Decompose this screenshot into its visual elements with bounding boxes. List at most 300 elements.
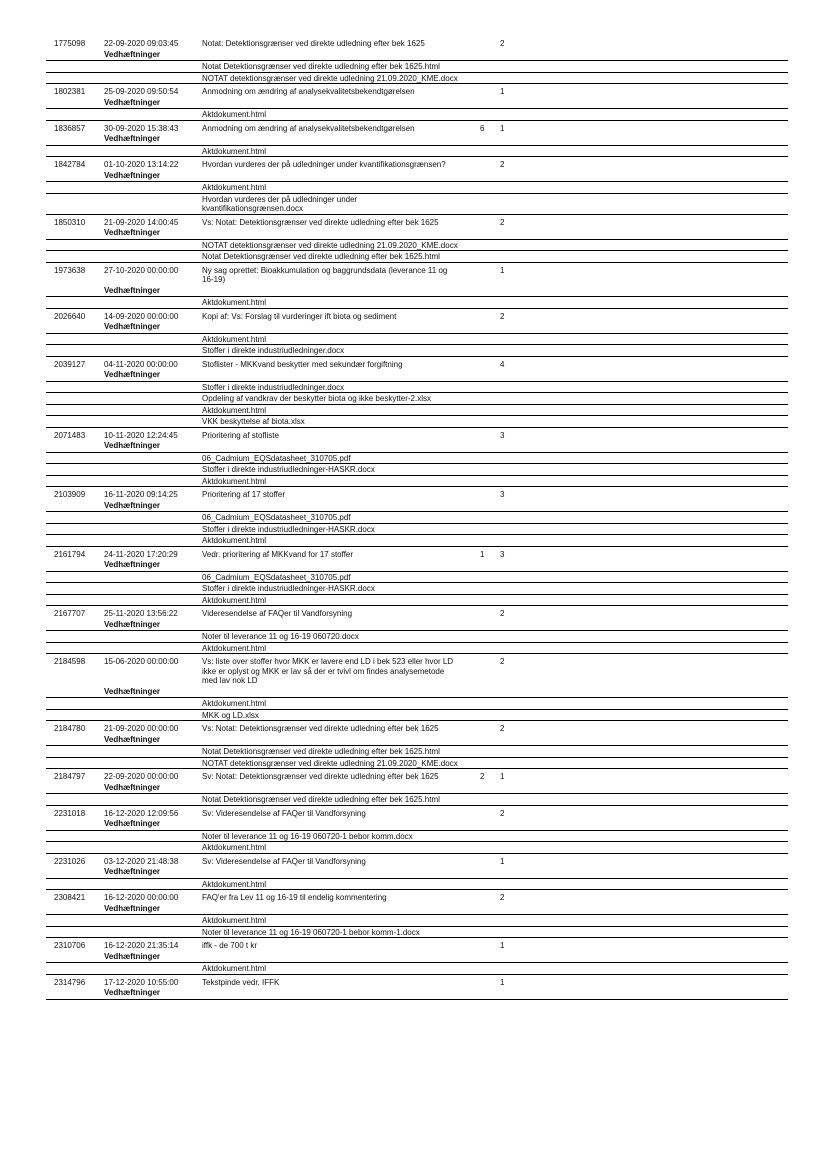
attachment-filename[interactable]: Stoffer i direkte industriudledninger-HASKR.docx — [202, 584, 375, 593]
spacer — [46, 298, 104, 308]
spacer — [46, 964, 104, 974]
attachment-filename[interactable]: Stoffer i direkte industriudledninger-HASKR.docx — [202, 465, 375, 474]
spacer — [460, 346, 788, 356]
spacer — [46, 454, 104, 464]
attachment-filename[interactable]: Aktdokument.html — [202, 699, 267, 708]
attachment-filename[interactable]: Aktdokument.html — [202, 964, 267, 973]
spacer — [530, 941, 788, 951]
record-count-b: 2 — [500, 657, 505, 666]
record-row — [46, 36, 788, 50]
attachment-filename[interactable]: Hvordan vurderes der på udledninger under kvantifikationsgrænsen.docx — [202, 194, 358, 213]
spacer — [104, 110, 202, 120]
record-count-b: 1 — [500, 87, 505, 96]
record-count-b: 2 — [500, 217, 505, 227]
spacer — [104, 62, 202, 72]
record-title: Sv: Notat: Detektionsgrænser ved direkte udledning efter bek 1625 — [202, 772, 439, 781]
record-id: 1973638 — [54, 265, 86, 275]
attachments-label: Vedhæftninger — [104, 867, 161, 876]
record-row — [46, 654, 788, 687]
attachment-row — [46, 334, 788, 346]
spacer — [530, 490, 788, 500]
attachments-header-row — [46, 952, 788, 964]
attachment-filename[interactable]: Notat Detektionsgrænser ved direkte udledning efter bek 1625.html — [202, 62, 440, 71]
spacer — [530, 724, 788, 734]
spacer — [460, 809, 480, 819]
record-id: 1850310 — [54, 217, 86, 227]
attachment-filename[interactable]: Noter til leverance 11 og 16-19 060720.docx — [202, 632, 359, 641]
spacer — [202, 286, 788, 296]
record-row — [46, 975, 788, 989]
attachments-label: Vedhæftninger — [104, 782, 161, 792]
spacer — [104, 711, 202, 721]
spacer — [46, 747, 104, 757]
attachment-row — [46, 61, 788, 73]
record-id: 2231018 — [54, 808, 86, 818]
record-date: 27-10-2020 00:00:00 — [104, 265, 179, 275]
spacer — [46, 406, 104, 416]
spacer — [46, 513, 104, 523]
spacer — [46, 711, 104, 721]
record-id: 2161794 — [54, 549, 86, 559]
attachment-filename[interactable]: Aktdokument.html — [202, 298, 267, 307]
attachment-row — [46, 915, 788, 927]
attachment-row — [46, 382, 788, 394]
spacer — [460, 832, 788, 842]
spacer — [460, 417, 788, 427]
record-count-b: 2 — [500, 160, 505, 169]
spacer — [460, 360, 480, 370]
spacer — [460, 147, 788, 157]
spacer — [460, 74, 788, 84]
spacer — [460, 87, 480, 97]
spacer — [46, 988, 104, 998]
spacer — [104, 584, 202, 594]
attachment-filename[interactable]: Notat Detektionsgrænser ved direkte udledning efter bek 1625.html — [202, 747, 440, 756]
spacer — [104, 964, 202, 974]
attachment-filename[interactable]: NOTAT detektionsgrænser ved direkte udledning 21.09.2020_KME.docx — [202, 758, 458, 768]
spacer — [460, 490, 480, 500]
spacer — [530, 431, 788, 441]
attachments-label: Vedhæftninger — [104, 988, 161, 997]
attachment-filename[interactable]: 06_Cadmium_EQSdatasheet_310705.pdf — [202, 572, 351, 582]
record-count-a — [480, 893, 500, 903]
attachment-filename[interactable]: Aktdokument.html — [202, 643, 267, 653]
record-row — [46, 263, 788, 286]
spacer — [104, 406, 202, 416]
spacer — [460, 266, 480, 285]
attachment-filename[interactable]: Aktdokument.html — [202, 916, 267, 925]
record-count-a — [480, 360, 500, 370]
spacer — [46, 50, 104, 60]
spacer — [202, 501, 788, 511]
record-id: 2071483 — [54, 430, 86, 440]
record-count-a — [480, 160, 500, 170]
spacer — [104, 383, 202, 393]
spacer — [46, 928, 104, 938]
attachment-filename[interactable]: NOTAT detektionsgrænser ved direkte udledning 21.09.2020_KME.docx — [202, 73, 458, 83]
record-title: Vedr. prioritering af MKKvand for 17 stoffer — [202, 549, 354, 559]
attachment-row — [46, 710, 788, 722]
spacer — [202, 98, 788, 108]
record-title: Prioritering af 17 stoffer — [202, 490, 286, 499]
record-count-a — [480, 431, 500, 441]
attachments-label: Vedhæftninger — [104, 228, 161, 237]
spacer — [104, 513, 202, 523]
spacer — [104, 183, 202, 193]
spacer — [46, 759, 104, 769]
attachments-header-row — [46, 171, 788, 183]
record-date: 24-11-2020 17:20:29 — [104, 549, 178, 559]
spacer — [202, 904, 788, 914]
record-id: 1775098 — [54, 39, 86, 48]
attachment-row — [46, 698, 788, 710]
spacer — [46, 394, 104, 404]
spacer — [530, 312, 788, 322]
spacer — [104, 795, 202, 805]
attachments-label: Vedhæftninger — [104, 322, 161, 331]
record-id: 2039127 — [54, 359, 86, 369]
spacer — [104, 916, 202, 926]
spacer — [46, 346, 104, 356]
spacer — [530, 39, 788, 49]
attachment-filename[interactable]: Aktdokument.html — [202, 879, 267, 889]
spacer — [460, 584, 788, 594]
attachment-row — [46, 643, 788, 655]
spacer — [460, 477, 788, 487]
attachment-filename[interactable]: Opdeling af vandkrav der beskytter biota og ikke beskytter-2.xlsx — [202, 394, 431, 403]
attachment-filename[interactable]: 06_Cadmium_EQSdatasheet_310705.pdf — [202, 453, 351, 463]
record-title: Anmodning om ændring af analysekvalitetsbekendtgørelsen — [202, 123, 415, 133]
spacer — [460, 699, 788, 709]
spacer — [46, 98, 104, 108]
spacer — [202, 620, 788, 630]
spacer — [202, 228, 788, 238]
record-date: 16-12-2020 00:00:00 — [104, 893, 179, 902]
record-count-a: 1 — [480, 549, 485, 559]
spacer — [460, 711, 788, 721]
record-date: 14-09-2020 00:00:00 — [104, 311, 179, 321]
spacer — [530, 266, 788, 285]
attachment-filename[interactable]: Stoffer i direkte industriudledninger-HASKR.docx — [202, 524, 375, 534]
record-count-b: 4 — [500, 359, 505, 369]
record-title: Ny sag oprettet: Bioakkumulation og baggrundsdata (leverance 11 og 16-19) — [202, 265, 448, 284]
record-title: Sv: Videresendelse af FAQer til Vandforsyning — [202, 856, 366, 866]
record-date: 30-09-2020 15:38:43 — [104, 123, 179, 133]
attachment-filename[interactable]: Aktdokument.html — [202, 146, 267, 156]
spacer — [46, 867, 104, 877]
attachments-header-row — [46, 819, 788, 831]
attachment-row — [46, 182, 788, 194]
spacer — [460, 218, 480, 228]
attachment-row — [46, 524, 788, 536]
record-count-b: 2 — [500, 893, 505, 902]
record-row — [46, 357, 788, 371]
spacer — [46, 632, 104, 642]
spacer — [460, 536, 788, 546]
record-title: Tekstpinde vedr. IFFK — [202, 977, 280, 987]
attachments-label: Vedhæftninger — [104, 903, 161, 913]
record-row — [46, 309, 788, 323]
attachment-filename[interactable]: Aktdokument.html — [202, 110, 267, 119]
record-date: 22-09-2020 00:00:00 — [104, 772, 179, 781]
attachments-header-row — [46, 134, 788, 146]
attachment-row — [46, 842, 788, 854]
spacer — [104, 573, 202, 583]
record-date: 22-09-2020 09:03:45 — [104, 39, 179, 48]
record-count-a — [480, 312, 500, 322]
spacer — [460, 759, 788, 769]
spacer — [530, 124, 788, 134]
attachments-header-row — [46, 441, 788, 453]
spacer — [530, 609, 788, 619]
spacer — [46, 584, 104, 594]
spacer — [104, 241, 202, 251]
spacer — [202, 370, 788, 380]
spacer — [460, 513, 788, 523]
spacer — [460, 183, 788, 193]
spacer — [46, 417, 104, 427]
attachments-label: Vedhæftninger — [104, 97, 161, 107]
record-row — [46, 806, 788, 820]
attachment-filename[interactable]: Aktdokument.html — [202, 183, 267, 192]
record-date: 16-11-2020 09:14:25 — [104, 490, 178, 499]
record-count-b: 1 — [500, 977, 505, 987]
record-id: 2184780 — [54, 724, 86, 733]
spacer — [104, 632, 202, 642]
record-row — [46, 606, 788, 620]
record-date: 16-12-2020 21:35:14 — [104, 941, 179, 950]
record-count-b: 2 — [500, 724, 505, 733]
spacer — [46, 228, 104, 238]
attachment-filename[interactable]: Aktdokument.html — [202, 595, 267, 605]
record-title: Anmodning om ændring af analysekvalitetsbekendtgørelsen — [202, 87, 415, 96]
record-title: Vs: Notat: Detektionsgrænser ved direkte udledning efter bek 1625 — [202, 724, 439, 733]
attachments-label: Vedhæftninger — [104, 734, 161, 744]
attachments-label: Vedhæftninger — [104, 686, 161, 696]
attachment-filename[interactable]: Aktdokument.html — [202, 536, 267, 545]
record-id: 2184598 — [54, 657, 86, 666]
attachments-header-row — [46, 560, 788, 572]
attachment-filename[interactable]: Aktdokument.html — [202, 405, 267, 415]
spacer — [460, 406, 788, 416]
spacer — [46, 832, 104, 842]
spacer — [460, 454, 788, 464]
attachment-filename[interactable]: Stoffer i direkte industriudledninger.docx — [202, 346, 345, 355]
spacer — [46, 560, 104, 570]
attachment-filename[interactable]: Aktdokument.html — [202, 334, 267, 344]
spacer — [46, 916, 104, 926]
record-title: Kopi af: Vs: Forslag til vurderinger ift biota og sediment — [202, 311, 397, 321]
record-count-b: 1 — [500, 772, 505, 781]
attachments-header-row — [46, 286, 788, 298]
attachment-filename[interactable]: Stoffer i direkte industriudledninger.docx — [202, 382, 345, 392]
record-title: Videresendelse af FAQer til Vandforsyning — [202, 609, 353, 618]
attachment-row — [46, 251, 788, 263]
attachment-filename[interactable]: VKK beskyttelse af biota.xlsx — [202, 417, 305, 426]
attachment-row — [46, 146, 788, 158]
spacer — [104, 465, 202, 475]
attachments-label: Vedhæftninger — [104, 560, 161, 569]
spacer — [202, 952, 788, 962]
spacer — [202, 687, 788, 697]
record-title: iffk - de 700 t kr — [202, 941, 257, 950]
spacer — [202, 50, 788, 60]
spacer — [530, 857, 788, 867]
attachment-filename[interactable]: NOTAT detektionsgrænser ved direkte udledning 21.09.2020_KME.docx — [202, 240, 458, 250]
record-id: 2308421 — [54, 893, 86, 902]
record-count-a — [480, 39, 500, 49]
record-row — [46, 84, 788, 98]
spacer — [104, 394, 202, 404]
spacer — [46, 62, 104, 72]
spacer — [530, 87, 788, 97]
spacer — [460, 941, 480, 951]
spacer — [46, 620, 104, 630]
record-row — [46, 215, 788, 229]
spacer — [46, 171, 104, 181]
spacer — [460, 893, 480, 903]
spacer — [104, 195, 202, 214]
attachment-filename[interactable]: Noter til leverance 11 og 16-19 060720-1 bebor komm-1.docx — [202, 927, 420, 937]
record-row — [46, 938, 788, 952]
spacer — [46, 596, 104, 606]
spacer — [460, 573, 788, 583]
record-count-b: 1 — [500, 265, 505, 275]
spacer — [104, 454, 202, 464]
spacer — [460, 394, 788, 404]
attachment-filename[interactable]: Aktdokument.html — [202, 843, 267, 852]
record-count-b: 3 — [500, 430, 505, 440]
spacer — [104, 477, 202, 487]
record-count-a: 6 — [480, 123, 485, 133]
spacer — [530, 657, 788, 686]
spacer — [530, 772, 788, 782]
spacer — [46, 880, 104, 890]
spacer — [202, 867, 788, 877]
spacer — [46, 74, 104, 84]
record-count-a — [480, 266, 500, 285]
attachments-header-row — [46, 735, 788, 747]
spacer — [46, 286, 104, 296]
attachment-filename[interactable]: Notat Detektionsgrænser ved direkte udledning efter bek 1625.html — [202, 795, 440, 804]
spacer — [202, 783, 788, 793]
spacer — [460, 843, 788, 853]
record-date: 25-11-2020 13:56:22 — [104, 609, 178, 618]
spacer — [460, 609, 480, 619]
record-count-a — [480, 724, 500, 734]
record-count-a — [480, 218, 500, 228]
spacer — [104, 880, 202, 890]
record-date: 25-09-2020 09:50:54 — [104, 87, 179, 96]
spacer — [460, 110, 788, 120]
spacer — [46, 383, 104, 393]
record-date: 15-06-2020 00:00:00 — [104, 657, 179, 666]
spacer — [46, 134, 104, 144]
attachment-row — [46, 595, 788, 607]
spacer — [460, 928, 788, 938]
spacer — [460, 195, 788, 214]
attachment-row — [46, 476, 788, 488]
spacer — [46, 465, 104, 475]
spacer — [46, 573, 104, 583]
attachment-filename[interactable]: Aktdokument.html — [202, 476, 267, 486]
attachments-label: Vedhæftninger — [104, 134, 161, 143]
attachments-header-row — [46, 687, 788, 699]
spacer — [460, 795, 788, 805]
spacer — [46, 525, 104, 535]
record-date: 01-10-2020 13:14:22 — [104, 160, 179, 169]
spacer — [46, 843, 104, 853]
spacer — [460, 978, 480, 988]
attachment-filename[interactable]: MKK og LD.xlsx — [202, 710, 259, 720]
attachments-header-row — [46, 620, 788, 632]
spacer — [530, 893, 788, 903]
spacer — [104, 346, 202, 356]
spacer — [104, 74, 202, 84]
spacer — [46, 819, 104, 829]
spacer — [530, 809, 788, 819]
record-count-b: 1 — [500, 123, 505, 133]
record-date: 04-11-2020 00:00:00 — [104, 359, 178, 369]
record-title: Prioritering af stofliste — [202, 430, 279, 440]
spacer — [202, 560, 788, 570]
attachment-filename[interactable]: 06_Cadmium_EQSdatasheet_310705.pdf — [202, 513, 351, 522]
attachments-header-row — [46, 783, 788, 795]
record-count-a — [480, 941, 500, 951]
record-title: Vs: liste over stoffer hvor MKK er lavere end LD i bek 523 eller hvor LD ikke er oplyst og MKK er lav så der er tvivl om findes analysemetode med lav nok LD — [202, 657, 454, 685]
record-title: Hvordan vurderes der på udledninger under kvantifikationsgrænsen? — [202, 160, 446, 169]
spacer — [460, 252, 788, 262]
attachment-row — [46, 572, 788, 584]
spacer — [460, 335, 788, 345]
record-title: FAQ'er fra Lev 11 og 16-19 til endelig kommentering — [202, 893, 387, 902]
spacer — [460, 747, 788, 757]
spacer — [460, 880, 788, 890]
record-count-b: 2 — [500, 808, 505, 818]
spacer — [460, 596, 788, 606]
spacer — [460, 383, 788, 393]
record-count-b: 3 — [500, 549, 505, 559]
spacer — [104, 747, 202, 757]
spacer — [530, 360, 788, 370]
attachments-header-row — [46, 322, 788, 334]
record-id: 2167707 — [54, 609, 86, 618]
attachment-row — [46, 879, 788, 891]
attachment-filename[interactable]: Notat Detektionsgrænser ved direkte udledning efter bek 1625.html — [202, 252, 440, 261]
spacer — [460, 62, 788, 72]
spacer — [46, 370, 104, 380]
record-count-b: 1 — [500, 941, 505, 950]
spacer — [460, 160, 480, 170]
spacer — [460, 465, 788, 475]
spacer — [530, 978, 788, 988]
spacer — [202, 134, 788, 144]
record-id: 1802381 — [54, 87, 86, 96]
attachment-row — [46, 73, 788, 85]
attachments-label: Vedhæftninger — [104, 951, 161, 961]
attachment-row — [46, 453, 788, 465]
attachment-row — [46, 416, 788, 428]
spacer — [202, 819, 788, 829]
spacer — [46, 952, 104, 962]
record-row — [46, 157, 788, 171]
attachment-row — [46, 512, 788, 524]
spacer — [460, 632, 788, 642]
record-count-a — [480, 609, 500, 619]
attachment-filename[interactable]: Noter til leverance 11 og 16-19 060720-1 bebor komm.docx — [202, 831, 413, 841]
spacer — [104, 147, 202, 157]
spacer — [104, 596, 202, 606]
